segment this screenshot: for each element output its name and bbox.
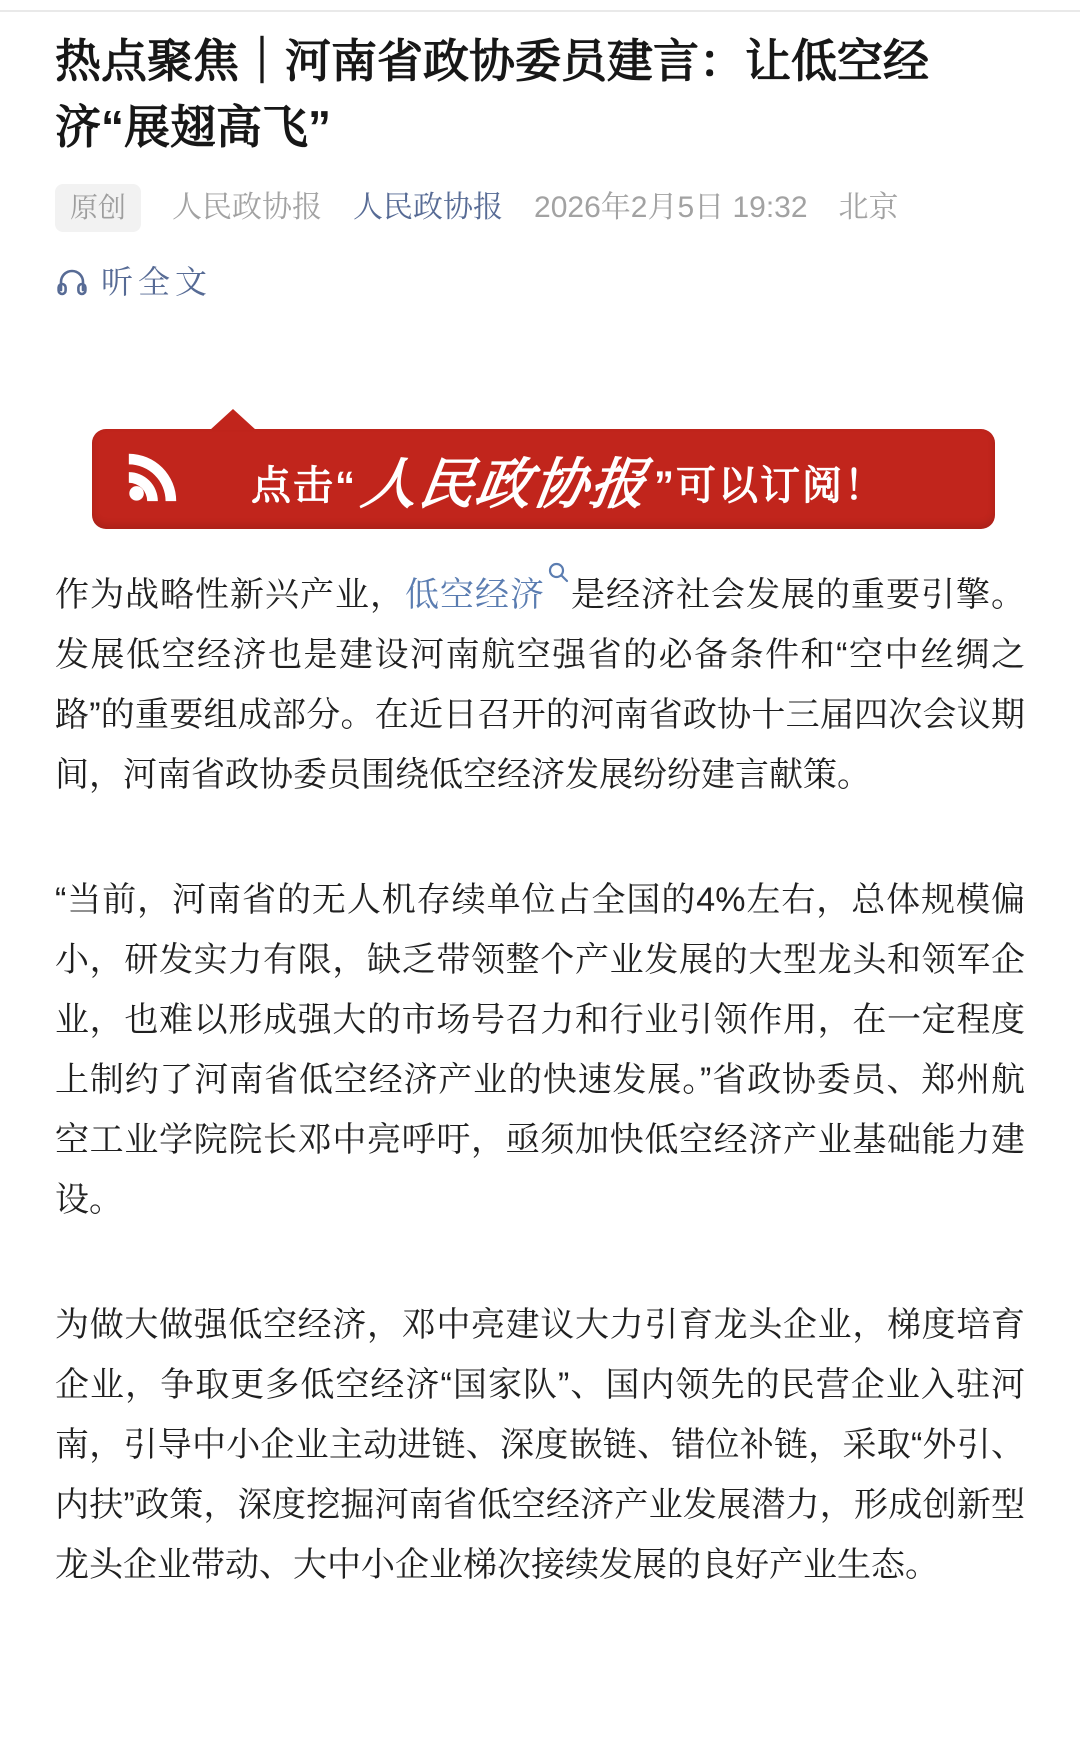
tts-button[interactable] bbox=[55, 264, 212, 300]
search-term-link[interactable] bbox=[405, 576, 570, 614]
paragraph-3: 为做大做强低空经济，邓中亮建议大力引育龙头企业，梯度培育企业，争取更多低空经济“国家队”、国内领先的民营企业入驻河南，引导中小企业主动进链、深度嵌链、错位补链，采取“外引、内扶”政策，深度挖掘河南省低空经济产业发展潜力，形成创新型龙头企业带动、大中小企业梯次接续发展的良好产业生态。 bbox=[55, 1306, 1025, 1584]
tts-label: 听全文 bbox=[101, 264, 213, 300]
publish-datetime: 2026年2月5日 19:32 bbox=[534, 191, 808, 224]
source-name: 人民政协报 bbox=[172, 191, 323, 224]
page-title: 热点聚焦｜河南省政协委员建言：让低空经济“展翅高飞” bbox=[55, 35, 929, 153]
account-link[interactable]: 人民政协报 bbox=[353, 191, 504, 224]
paragraph-2: “当前，河南省的无人机存续单位占全国的4%左右，总体规模偏小，研发实力有限，缺乏带领整个产业发展的大型龙头和领军企业，也难以形成强大的市场号召力和行业引领作用，在一定程度上制约了河南省低空经济产业的快速发展。”省政协委员、郑州航空工业学院院长邓中亮呼吁，亟须加快低空经济产业基础能力建设。 bbox=[55, 881, 1025, 1219]
top-divider bbox=[0, 10, 1080, 12]
location-label: 北京 bbox=[838, 191, 899, 224]
banner-suffix: 可以订阅！ bbox=[676, 463, 886, 508]
banner-brand-name: 人民政协报 bbox=[357, 450, 653, 516]
banner-close-quote: ” bbox=[654, 463, 676, 508]
paragraph-1-text-before: 作为战略性新兴产业， bbox=[55, 576, 405, 614]
banner-open-quote: “ bbox=[334, 463, 357, 508]
article-meta-row bbox=[55, 184, 1025, 232]
subscribe-banner[interactable] bbox=[55, 429, 1025, 529]
paragraph-1-text-after: 是经济社会发展的重要引擎。发展低空经济也是建设河南航空强省的必备条件和“空中丝绸之路”的重要组成部分。在近日召开的河南省政协十三届四次会议期间，河南省政协委员围绕低空经济发展纷纷建言献策。 bbox=[55, 576, 1025, 794]
headphone-icon bbox=[55, 265, 89, 299]
banner-text bbox=[182, 440, 995, 519]
search-icon bbox=[547, 561, 570, 584]
banner-pointer-triangle bbox=[210, 409, 256, 430]
original-badge: 原创 bbox=[55, 184, 141, 232]
subscribe-banner-body[interactable] bbox=[92, 429, 995, 529]
banner-prefix: 点击 bbox=[250, 463, 335, 508]
article-body bbox=[55, 561, 1025, 1595]
article-page bbox=[0, 28, 1080, 1595]
rss-icon bbox=[124, 448, 182, 511]
paragraph-1 bbox=[55, 561, 1025, 805]
search-term-link-text: 低空经济 bbox=[405, 576, 545, 614]
